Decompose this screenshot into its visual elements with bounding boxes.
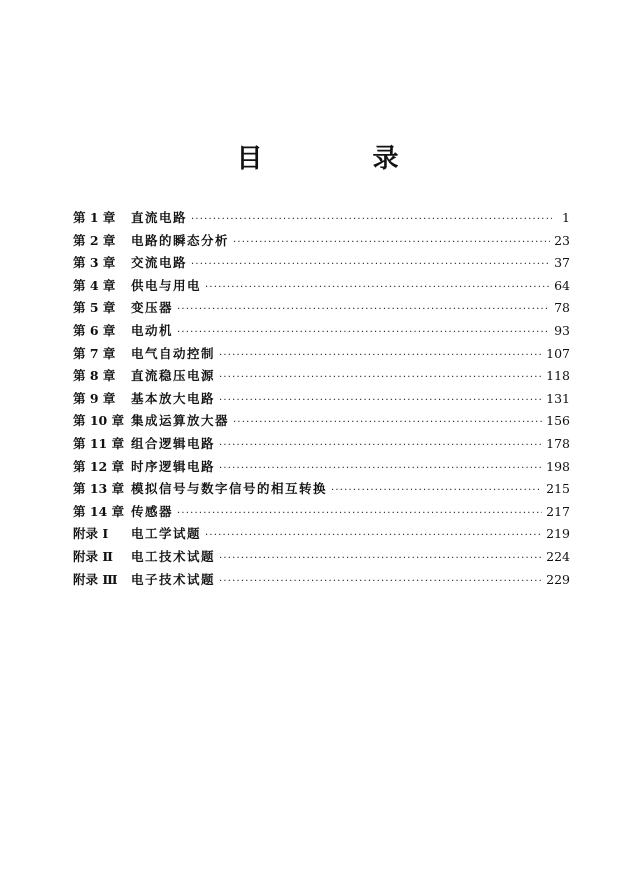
toc-page-number: 219 <box>546 526 570 542</box>
toc-leader-dots <box>205 282 550 293</box>
toc-leader-dots <box>331 485 542 496</box>
toc-chapter-number: 第 5 章 <box>73 300 116 316</box>
toc-leader-dots <box>219 440 542 451</box>
table-of-contents <box>73 208 570 592</box>
toc-chapter-title: 电工学试题 <box>131 526 202 542</box>
toc-chapter-title: 直流电路 <box>131 210 188 225</box>
toc-page-number: 224 <box>546 548 570 564</box>
toc-page-number: 215 <box>546 481 570 497</box>
toc-chapter-title: 模拟信号与数字信号的相互转换 <box>131 481 328 497</box>
toc-chapter-title: 供电与用电 <box>131 277 202 293</box>
toc-chapter-number: 第 4 章 <box>73 277 116 293</box>
toc-leader-dots <box>177 304 550 315</box>
toc-entry[interactable] <box>73 411 570 434</box>
toc-chapter-title: 电工技术试题 <box>131 548 216 564</box>
toc-chapter-title: 基本放大电路 <box>131 390 216 406</box>
toc-leader-dots <box>177 327 550 338</box>
toc-entry[interactable] <box>73 389 570 412</box>
toc-page-number: 93 <box>554 322 570 338</box>
toc-page-number: 107 <box>546 345 570 361</box>
toc-leader-dots <box>233 237 550 248</box>
toc-chapter-number: 第 14 章 <box>73 503 125 519</box>
toc-page-number: 37 <box>554 255 570 271</box>
toc-page-number: 23 <box>554 232 570 248</box>
toc-leader-dots <box>219 372 542 383</box>
toc-entry[interactable] <box>73 366 570 389</box>
toc-leader-dots <box>205 530 542 541</box>
toc-chapter-title: 时序逻辑电路 <box>131 458 216 474</box>
toc-entry[interactable] <box>73 434 570 457</box>
toc-chapter-title: 传感器 <box>131 503 174 519</box>
toc-page-number: 178 <box>546 435 570 451</box>
toc-entry[interactable] <box>73 570 570 593</box>
toc-chapter-number: 第 12 章 <box>73 458 125 474</box>
toc-entry[interactable] <box>73 524 570 547</box>
toc-page-number: 131 <box>546 390 570 406</box>
toc-chapter-title: 集成运算放大器 <box>131 413 230 429</box>
toc-chapter-number: 第 8 章 <box>73 368 116 384</box>
toc-page-number: 229 <box>546 571 570 587</box>
toc-chapter-number: 第 1 章 <box>73 210 116 225</box>
toc-entry[interactable] <box>73 253 570 276</box>
toc-chapter-number: 第 11 章 <box>73 435 125 451</box>
toc-chapter-title: 直流稳压电源 <box>131 368 216 384</box>
toc-page-number: 1 <box>562 210 570 225</box>
toc-chapter-title: 电动机 <box>131 322 174 338</box>
toc-entry[interactable] <box>73 208 570 231</box>
toc-entry[interactable] <box>73 321 570 344</box>
toc-entry[interactable] <box>73 479 570 502</box>
toc-entry[interactable] <box>73 502 570 525</box>
toc-leader-dots <box>191 214 552 225</box>
toc-entry[interactable] <box>73 457 570 480</box>
toc-chapter-number: 第 13 章 <box>73 481 125 497</box>
toc-chapter-title: 组合逻辑电路 <box>131 435 216 451</box>
toc-leader-dots <box>219 350 542 361</box>
toc-chapter-title: 交流电路 <box>131 255 188 271</box>
toc-leader-dots <box>219 553 542 564</box>
toc-page-number: 78 <box>554 300 570 316</box>
toc-page-number: 156 <box>546 413 570 429</box>
toc-entry[interactable] <box>73 298 570 321</box>
toc-chapter-title: 电子技术试题 <box>131 571 216 587</box>
toc-chapter-number: 附录 Ⅲ <box>73 571 118 587</box>
toc-page-number: 217 <box>546 503 570 519</box>
toc-leader-dots <box>233 417 542 428</box>
toc-leader-dots <box>219 463 542 474</box>
page-title: 目 录 <box>236 144 441 174</box>
toc-chapter-title: 变压器 <box>131 300 174 316</box>
toc-entry[interactable] <box>73 547 570 570</box>
toc-leader-dots <box>219 576 542 587</box>
toc-entry[interactable] <box>73 276 570 299</box>
toc-chapter-number: 附录 Ⅰ <box>73 526 109 542</box>
toc-entry[interactable] <box>73 344 570 367</box>
toc-leader-dots <box>219 395 542 406</box>
toc-chapter-number: 附录 Ⅱ <box>73 548 113 564</box>
toc-entry[interactable] <box>73 231 570 254</box>
toc-chapter-number: 第 10 章 <box>73 413 125 429</box>
toc-page-number: 64 <box>554 277 570 293</box>
toc-leader-dots <box>177 508 542 519</box>
toc-chapter-title: 电路的瞬态分析 <box>131 232 230 248</box>
toc-chapter-number: 第 3 章 <box>73 255 116 271</box>
toc-chapter-title: 电气自动控制 <box>131 345 216 361</box>
toc-page-number: 198 <box>546 458 570 474</box>
toc-chapter-number: 第 2 章 <box>73 232 116 248</box>
toc-chapter-number: 第 9 章 <box>73 390 116 406</box>
toc-leader-dots <box>191 259 550 270</box>
toc-chapter-number: 第 7 章 <box>73 345 116 361</box>
toc-page-number: 118 <box>546 368 570 384</box>
toc-chapter-number: 第 6 章 <box>73 322 116 338</box>
